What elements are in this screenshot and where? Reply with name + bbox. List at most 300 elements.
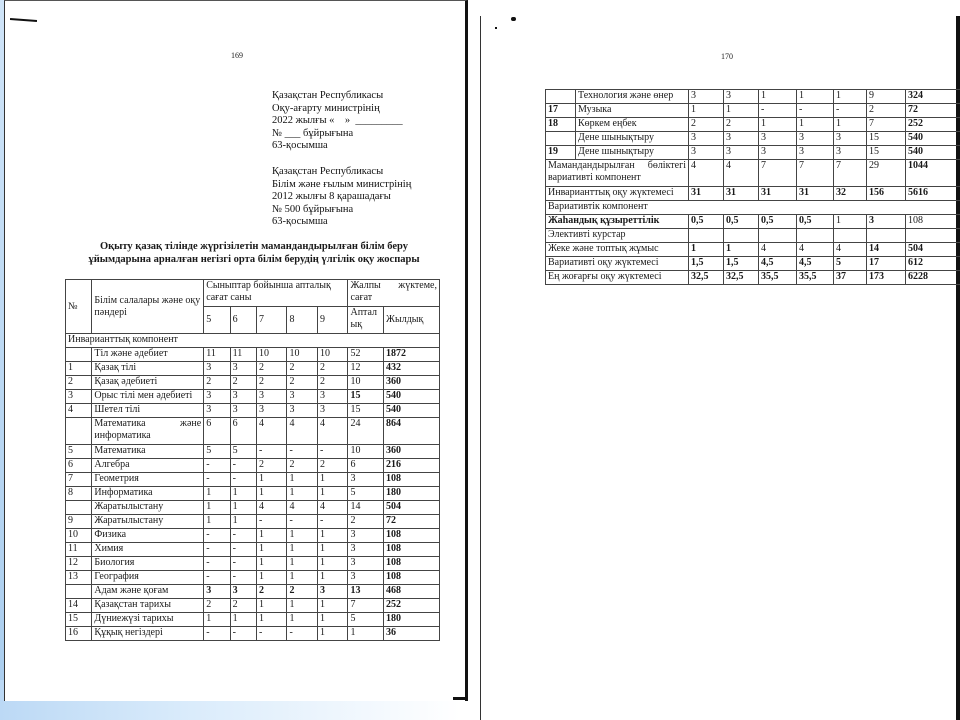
cell-g8: 1 bbox=[287, 543, 317, 557]
cell-g7: 2 bbox=[257, 585, 287, 599]
table-row bbox=[546, 271, 960, 285]
header-line: Қазақстан Республикасы bbox=[272, 165, 384, 177]
table-row bbox=[546, 118, 960, 132]
cell-g5: 1 bbox=[204, 515, 230, 529]
cell-g5: 32,5 bbox=[689, 271, 724, 285]
cell-yearly: 504 bbox=[906, 243, 960, 257]
cell-g8: - bbox=[287, 445, 317, 459]
cell-weekly bbox=[867, 229, 906, 243]
cell-weekly: 14 bbox=[348, 501, 384, 515]
cell-g9: - bbox=[834, 104, 867, 118]
table-row bbox=[66, 376, 440, 390]
row-name: Инварианттық оқу жүктемесі bbox=[546, 187, 689, 201]
cell-g5: 0,5 bbox=[689, 215, 724, 229]
header-total-load: Жалпы жүктеме, сағат bbox=[348, 280, 440, 307]
cell-g6: 3 bbox=[724, 132, 759, 146]
table-row bbox=[66, 362, 440, 376]
table-row bbox=[66, 543, 440, 557]
cell-no: 3 bbox=[66, 390, 92, 404]
cell-subject: Геометрия bbox=[92, 473, 204, 487]
cell-yearly: 432 bbox=[384, 362, 440, 376]
cell-g9: 1 bbox=[317, 557, 348, 571]
table-row bbox=[546, 187, 960, 201]
cell-g7: 1 bbox=[257, 473, 287, 487]
cell-g6: 2 bbox=[230, 376, 256, 390]
cell-g7: 4 bbox=[257, 501, 287, 515]
cell-no bbox=[546, 132, 576, 146]
cell-yearly: 864 bbox=[384, 418, 440, 445]
header-grade: 9 bbox=[317, 307, 348, 334]
cell-no: 13 bbox=[66, 571, 92, 585]
cell-yearly: 108 bbox=[906, 215, 960, 229]
header-grade: 8 bbox=[287, 307, 317, 334]
cell-no: 9 bbox=[66, 515, 92, 529]
cell-weekly: 17 bbox=[867, 257, 906, 271]
cell-no: 11 bbox=[66, 543, 92, 557]
cell-g9: 1 bbox=[834, 215, 867, 229]
cell-g8: 2 bbox=[287, 459, 317, 473]
cell-g6: 3 bbox=[724, 146, 759, 160]
cell-g7: - bbox=[257, 515, 287, 529]
cell-g9: 2 bbox=[317, 459, 348, 473]
table-row bbox=[66, 418, 440, 445]
cell-g7: 1 bbox=[257, 557, 287, 571]
table-row bbox=[66, 529, 440, 543]
cell-yearly: 180 bbox=[384, 487, 440, 501]
cell-yearly: 360 bbox=[384, 445, 440, 459]
cell-weekly: 10 bbox=[348, 376, 384, 390]
cell-weekly: 14 bbox=[867, 243, 906, 257]
table-row bbox=[546, 215, 960, 229]
table-row bbox=[546, 146, 960, 160]
cell-g7: 2 bbox=[257, 362, 287, 376]
cell-yearly: 324 bbox=[906, 90, 960, 104]
cell-subject: Дүниежүзі тарихы bbox=[92, 613, 204, 627]
cell-g7: 35,5 bbox=[759, 271, 797, 285]
cell-weekly: 12 bbox=[348, 362, 384, 376]
cell-g7: 2 bbox=[257, 376, 287, 390]
cell-g7: 4 bbox=[257, 418, 287, 445]
cell-g6: 3 bbox=[230, 362, 256, 376]
cell-g7: 1 bbox=[257, 543, 287, 557]
cell-g9: 4 bbox=[317, 501, 348, 515]
cell-g5: - bbox=[204, 529, 230, 543]
cell-g8: 4 bbox=[797, 243, 834, 257]
cell-g5: 1 bbox=[204, 487, 230, 501]
cell-weekly: 7 bbox=[348, 599, 384, 613]
cell-g7: 0,5 bbox=[759, 215, 797, 229]
row-name: Жеке және топтық жұмыс bbox=[546, 243, 689, 257]
cell-g9: 10 bbox=[317, 348, 348, 362]
cell-g5: 2 bbox=[689, 118, 724, 132]
cell-yearly: 540 bbox=[906, 132, 960, 146]
cell-subject: Технология және өнер bbox=[576, 90, 689, 104]
cell-weekly: 3 bbox=[348, 557, 384, 571]
cell-yearly: 108 bbox=[384, 529, 440, 543]
cell-no: 8 bbox=[66, 487, 92, 501]
cell-g9: 1 bbox=[317, 529, 348, 543]
cell-g7: - bbox=[257, 627, 287, 641]
cell-no: 1 bbox=[66, 362, 92, 376]
section-variative: Вариативтік компонент bbox=[546, 201, 960, 215]
cell-g6: 11 bbox=[230, 348, 256, 362]
cell-g6: 1 bbox=[230, 501, 256, 515]
cell-weekly: 2 bbox=[867, 104, 906, 118]
table-row bbox=[66, 627, 440, 641]
cell-g9: 2 bbox=[317, 362, 348, 376]
cell-yearly bbox=[906, 229, 960, 243]
cell-g6: 2 bbox=[724, 118, 759, 132]
cell-g8: 1 bbox=[287, 613, 317, 627]
cell-g9: 1 bbox=[834, 90, 867, 104]
scan-mark bbox=[495, 27, 497, 29]
cell-g7: 2 bbox=[257, 459, 287, 473]
header-no: № bbox=[66, 280, 92, 334]
section-row bbox=[66, 334, 440, 348]
cell-weekly: 2 bbox=[348, 515, 384, 529]
cell-g9: 1 bbox=[317, 543, 348, 557]
table-row bbox=[66, 613, 440, 627]
header-line: № 500 бұйрығына bbox=[272, 203, 354, 215]
cell-weekly: 173 bbox=[867, 271, 906, 285]
cell-yearly: 108 bbox=[384, 571, 440, 585]
cell-yearly: 360 bbox=[384, 376, 440, 390]
cell-no bbox=[66, 501, 92, 515]
cell-subject: Дене шынықтыру bbox=[576, 132, 689, 146]
cell-g6: 1 bbox=[230, 515, 256, 529]
cell-g7: 3 bbox=[759, 146, 797, 160]
cell-g6 bbox=[724, 229, 759, 243]
cell-g5: 1 bbox=[689, 104, 724, 118]
table-row bbox=[546, 90, 960, 104]
table-row bbox=[546, 257, 960, 271]
row-name: Ең жоғарғы оқу жүктемесі bbox=[546, 271, 689, 285]
cell-g7: 3 bbox=[759, 132, 797, 146]
cell-g6: 3 bbox=[230, 585, 256, 599]
table-row bbox=[66, 459, 440, 473]
cell-g5: 3 bbox=[204, 390, 230, 404]
cell-yearly: 468 bbox=[384, 585, 440, 599]
cell-yearly: 72 bbox=[384, 515, 440, 529]
cell-g8: 3 bbox=[797, 132, 834, 146]
cell-yearly: 252 bbox=[906, 118, 960, 132]
cell-g7: 4 bbox=[759, 243, 797, 257]
cell-subject: Қазақстан тарихы bbox=[92, 599, 204, 613]
scan-mark bbox=[511, 17, 516, 21]
cell-g9: 1 bbox=[317, 571, 348, 585]
title-line: Оқыту қазақ тілінде жүргізілетін мамандандырылған білім беру bbox=[99, 241, 409, 252]
table-row bbox=[66, 557, 440, 571]
cell-no: 12 bbox=[66, 557, 92, 571]
cell-no: 18 bbox=[546, 118, 576, 132]
cell-subject: Орыс тілі мен әдебиеті bbox=[92, 390, 204, 404]
row-name: Жаһандық құзыреттілік bbox=[546, 215, 689, 229]
cell-yearly: 1044 bbox=[906, 160, 960, 187]
cell-g5: 1,5 bbox=[689, 257, 724, 271]
cell-g9: 2 bbox=[317, 376, 348, 390]
table-row bbox=[66, 571, 440, 585]
cell-no: 19 bbox=[546, 146, 576, 160]
cell-subject: Алгебра bbox=[92, 459, 204, 473]
cell-weekly: 6 bbox=[348, 459, 384, 473]
cell-g8: 1 bbox=[287, 599, 317, 613]
table-row bbox=[66, 501, 440, 515]
header-line: 63-қосымша bbox=[272, 140, 328, 152]
header-line: Қазақстан Республикасы bbox=[272, 90, 384, 101]
cell-g7: 1 bbox=[257, 599, 287, 613]
header-line: № ___ бұйрығына bbox=[272, 127, 354, 139]
cell-weekly: 15 bbox=[867, 132, 906, 146]
cell-g8 bbox=[797, 229, 834, 243]
cell-no: 10 bbox=[66, 529, 92, 543]
table-header-row bbox=[66, 280, 440, 307]
cell-weekly: 3 bbox=[348, 571, 384, 585]
cell-g5: 3 bbox=[689, 132, 724, 146]
header-line: 63-қосымша bbox=[272, 216, 328, 228]
cell-g6: 4 bbox=[724, 160, 759, 187]
cell-weekly: 9 bbox=[867, 90, 906, 104]
table-row bbox=[66, 445, 440, 459]
cell-no: 6 bbox=[66, 459, 92, 473]
cell-yearly: 504 bbox=[384, 501, 440, 515]
cell-subject: Жаратылыстану bbox=[92, 515, 204, 529]
cell-subject: Көркем еңбек bbox=[576, 118, 689, 132]
cell-g7: 1 bbox=[257, 613, 287, 627]
cell-g8: 3 bbox=[797, 146, 834, 160]
cell-g7: 10 bbox=[257, 348, 287, 362]
cell-g7: 31 bbox=[759, 187, 797, 201]
header-line: Білім және ғылым министрінің bbox=[272, 178, 412, 190]
cell-g9: 32 bbox=[834, 187, 867, 201]
cell-g9: 3 bbox=[317, 585, 348, 599]
cell-g9: - bbox=[317, 515, 348, 529]
cell-subject: Адам және қоғам bbox=[92, 585, 204, 599]
cell-yearly: 216 bbox=[384, 459, 440, 473]
cell-g6: 1 bbox=[724, 104, 759, 118]
header-yearly: Жылдық bbox=[384, 307, 440, 334]
cell-yearly: 540 bbox=[906, 146, 960, 160]
cell-subject: Математика bbox=[92, 445, 204, 459]
cell-g8: 1 bbox=[287, 529, 317, 543]
cell-no: 7 bbox=[66, 473, 92, 487]
cell-g8: 31 bbox=[797, 187, 834, 201]
cell-subject: География bbox=[92, 571, 204, 585]
cell-yearly: 36 bbox=[384, 627, 440, 641]
cell-yearly: 180 bbox=[384, 613, 440, 627]
cell-subject: Шетел тілі bbox=[92, 404, 204, 418]
cell-weekly: 5 bbox=[348, 613, 384, 627]
cell-yearly: 108 bbox=[384, 473, 440, 487]
cell-g6: - bbox=[230, 571, 256, 585]
cell-g9: 1 bbox=[317, 613, 348, 627]
cell-subject: Дене шынықтыру bbox=[576, 146, 689, 160]
page-number: 169 bbox=[231, 51, 243, 60]
cell-g9: 3 bbox=[834, 146, 867, 160]
table-row bbox=[66, 585, 440, 599]
cell-no bbox=[66, 418, 92, 445]
cell-g6: 6 bbox=[230, 418, 256, 445]
cell-subject: Қазақ тілі bbox=[92, 362, 204, 376]
cell-g8: 35,5 bbox=[797, 271, 834, 285]
cell-g8: 7 bbox=[797, 160, 834, 187]
section-row bbox=[546, 201, 960, 215]
cell-g7: 1 bbox=[257, 487, 287, 501]
cell-g6: - bbox=[230, 529, 256, 543]
cell-g9: 4 bbox=[834, 243, 867, 257]
cell-yearly: 252 bbox=[384, 599, 440, 613]
cell-g9: 5 bbox=[834, 257, 867, 271]
cell-subject: Музыка bbox=[576, 104, 689, 118]
cell-no: 16 bbox=[66, 627, 92, 641]
cell-g7: 3 bbox=[257, 390, 287, 404]
cell-g5: 3 bbox=[204, 362, 230, 376]
cell-g5: 2 bbox=[204, 376, 230, 390]
cell-g5: 1 bbox=[204, 613, 230, 627]
cell-g5: 11 bbox=[204, 348, 230, 362]
cell-g7: 3 bbox=[257, 404, 287, 418]
cell-g5: 1 bbox=[689, 243, 724, 257]
row-name: Элективті курстар bbox=[546, 229, 689, 243]
cell-g8: 1 bbox=[797, 118, 834, 132]
cell-g8: 3 bbox=[287, 404, 317, 418]
header-line: 2012 жылғы 8 қарашадағы bbox=[272, 191, 391, 203]
cell-weekly: 3 bbox=[348, 529, 384, 543]
cell-no: 5 bbox=[66, 445, 92, 459]
curriculum-table-right bbox=[545, 89, 960, 285]
cell-g9: 1 bbox=[317, 487, 348, 501]
cell-g8: 1 bbox=[287, 487, 317, 501]
cell-g5: 5 bbox=[204, 445, 230, 459]
cell-g6: 0,5 bbox=[724, 215, 759, 229]
header-grade: 7 bbox=[257, 307, 287, 334]
cell-g6: - bbox=[230, 627, 256, 641]
cell-g9: 4 bbox=[317, 418, 348, 445]
cell-g6: 3 bbox=[230, 404, 256, 418]
cell-g8: 2 bbox=[287, 362, 317, 376]
cell-weekly: 24 bbox=[348, 418, 384, 445]
cell-g7: 1 bbox=[257, 571, 287, 585]
cell-g8: 10 bbox=[287, 348, 317, 362]
cell-weekly: 5 bbox=[348, 487, 384, 501]
cell-g8: - bbox=[287, 627, 317, 641]
cell-g8: 2 bbox=[287, 376, 317, 390]
cell-yearly: 612 bbox=[906, 257, 960, 271]
cell-g9: 37 bbox=[834, 271, 867, 285]
cell-g5: - bbox=[204, 571, 230, 585]
cell-subject: Математика және информатика bbox=[92, 418, 204, 445]
header-line: 2022 жылғы « » _________ bbox=[272, 115, 403, 127]
cell-g9: 3 bbox=[834, 132, 867, 146]
table-row bbox=[66, 599, 440, 613]
cell-g5: 3 bbox=[204, 585, 230, 599]
cell-g7 bbox=[759, 229, 797, 243]
right-table-top bbox=[546, 90, 960, 160]
cell-g5: 1 bbox=[204, 501, 230, 515]
cell-weekly: 7 bbox=[867, 118, 906, 132]
header-weekly: Апталық bbox=[348, 307, 384, 334]
cell-g6: - bbox=[230, 473, 256, 487]
cell-subject: Биология bbox=[92, 557, 204, 571]
cell-weekly: 1 bbox=[348, 627, 384, 641]
cell-g6: 3 bbox=[724, 90, 759, 104]
cell-weekly: 13 bbox=[348, 585, 384, 599]
cell-g9: - bbox=[317, 445, 348, 459]
cell-g9: 1 bbox=[317, 599, 348, 613]
table-row bbox=[546, 160, 960, 187]
cell-yearly: 540 bbox=[384, 404, 440, 418]
cell-g6: 1 bbox=[230, 487, 256, 501]
cell-no: 2 bbox=[66, 376, 92, 390]
cell-g6: - bbox=[230, 459, 256, 473]
cell-g5: 2 bbox=[204, 599, 230, 613]
header-grade: 6 bbox=[230, 307, 256, 334]
cell-no bbox=[66, 585, 92, 599]
cell-g7: 1 bbox=[759, 90, 797, 104]
cell-g6: 1,5 bbox=[724, 257, 759, 271]
cell-g7: 7 bbox=[759, 160, 797, 187]
cell-weekly: 29 bbox=[867, 160, 906, 187]
cell-g5: - bbox=[204, 543, 230, 557]
header-grade: 5 bbox=[204, 307, 230, 334]
cell-subject: Қазақ әдебиеті bbox=[92, 376, 204, 390]
table-row bbox=[66, 515, 440, 529]
cell-subject: Тіл және әдебиет bbox=[92, 348, 204, 362]
cell-weekly: 15 bbox=[867, 146, 906, 160]
cell-subject: Жаратылыстану bbox=[92, 501, 204, 515]
table-row bbox=[66, 473, 440, 487]
cell-g8: 2 bbox=[287, 585, 317, 599]
cell-weekly: 156 bbox=[867, 187, 906, 201]
cell-yearly: 540 bbox=[384, 390, 440, 404]
row-name: Вариативті оқу жүктемесі bbox=[546, 257, 689, 271]
cell-g9: 3 bbox=[317, 404, 348, 418]
cell-g7: 4,5 bbox=[759, 257, 797, 271]
table-row bbox=[66, 404, 440, 418]
table-row bbox=[546, 132, 960, 146]
cell-g9: 1 bbox=[317, 473, 348, 487]
cell-g6: 3 bbox=[230, 390, 256, 404]
section-invariant: Инварианттық компонент bbox=[66, 334, 440, 348]
cell-g6: 32,5 bbox=[724, 271, 759, 285]
cell-yearly: 5616 bbox=[906, 187, 960, 201]
cell-g8: 1 bbox=[287, 557, 317, 571]
curriculum-table-left bbox=[65, 279, 440, 641]
table-row bbox=[546, 243, 960, 257]
cell-g5: 4 bbox=[689, 160, 724, 187]
cell-g5: - bbox=[204, 473, 230, 487]
cell-weekly: 3 bbox=[867, 215, 906, 229]
cell-no bbox=[66, 348, 92, 362]
cell-weekly: 15 bbox=[348, 390, 384, 404]
cell-no: 4 bbox=[66, 404, 92, 418]
cell-g8: 4 bbox=[287, 501, 317, 515]
cell-g7: 1 bbox=[257, 529, 287, 543]
cell-g9: 1 bbox=[834, 118, 867, 132]
table-row bbox=[66, 487, 440, 501]
cell-g7: 1 bbox=[759, 118, 797, 132]
cell-subject: Құқық негіздері bbox=[92, 627, 204, 641]
cell-no: 17 bbox=[546, 104, 576, 118]
document-title bbox=[64, 240, 444, 266]
header-weekly-hours: Сыныптар бойынша апталық сағат саны bbox=[204, 280, 348, 307]
cell-g6: - bbox=[230, 557, 256, 571]
cell-g8: - bbox=[797, 104, 834, 118]
table-row bbox=[546, 229, 960, 243]
cell-g5: - bbox=[204, 627, 230, 641]
cell-yearly: 108 bbox=[384, 543, 440, 557]
cell-g5 bbox=[689, 229, 724, 243]
cell-g8: - bbox=[287, 515, 317, 529]
